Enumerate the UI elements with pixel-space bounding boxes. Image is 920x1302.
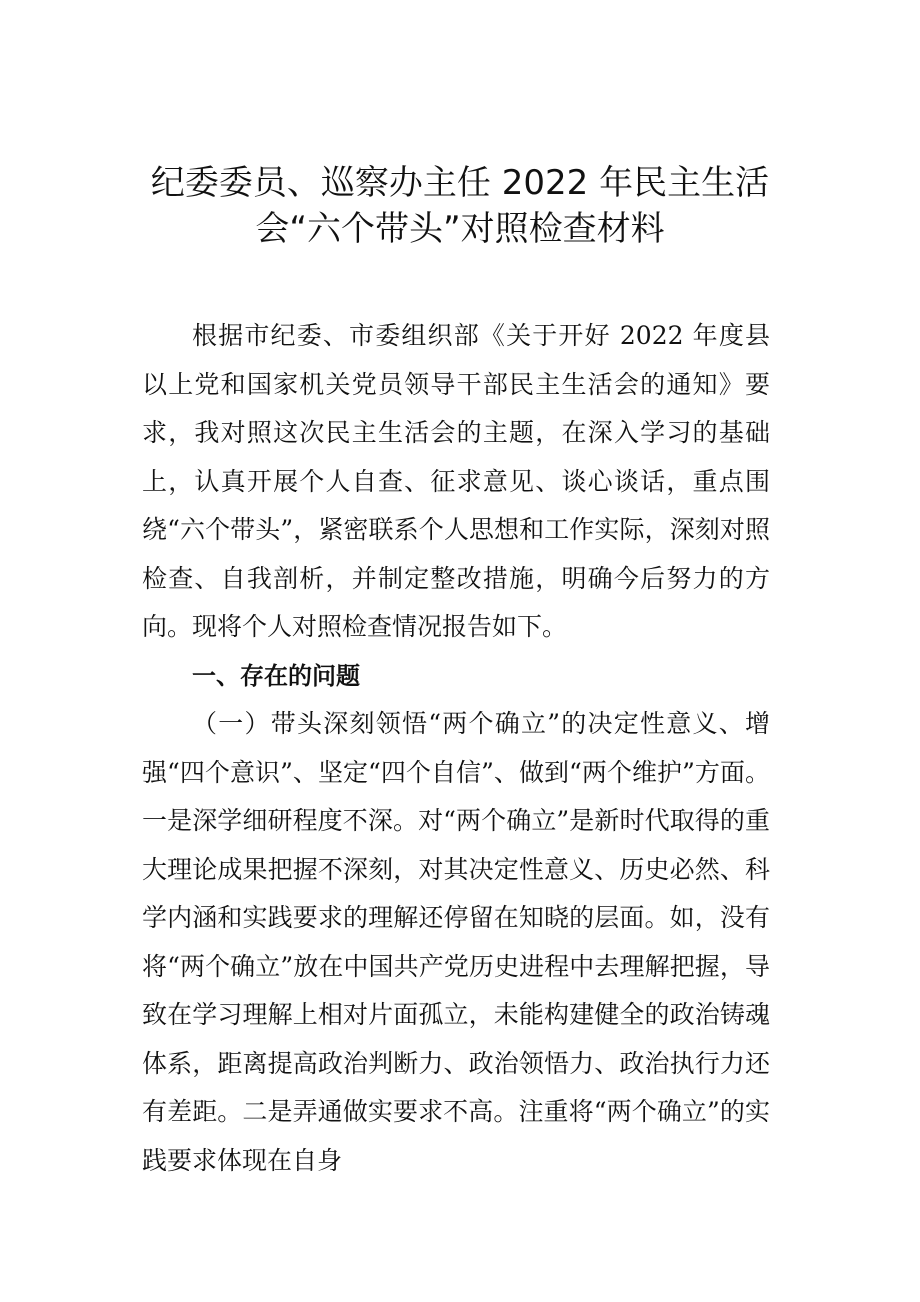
document-body [142, 312, 770, 1185]
title-line-1: 纪委委员、巡察办主任 2022 年民主生活 [150, 163, 770, 203]
issue-paragraph: （一）带头深刻领悟“两个确立”的决定性意义、增强“四个意识”、坚定“四个自信”、做到“两个维护”方面。一是深学细研程度不深。对“两个确立”是新时代取得的重大理论成果把握不深刻，对其决定性意义、历史必然、科学内涵和实践要求的理解还停留在知晓的层面。如，没有将“两个确立”放在中国共产党历史进程中去理解把握，导致在学习理解上相对片面孤立，未能构建健全的政治铸魂体系，距离提高政治判断力、政治领悟力、政治执行力还有差距。二是弄通做实要求不高。注重将“两个确立”的实践要求体现在自身 [142, 709, 770, 1175]
title-line-2: 会“六个带头”对照检查材料 [255, 209, 665, 249]
intro-paragraph: 根据市纪委、市委组织部《关于开好 2022 年度县以上党和国家机关党员领导干部民主生活会的通知》要求，我对照这次民主生活会的主题，在深入学习的基础上，认真开展个人自查、征求意见、谈心谈话，重点围绕“六个带头”，紧密联系个人思想和工作实际，深刻对照检查、自我剖析，并制定整改措施，明确今后努力的方向。现将个人对照检查情况报告如下。 [142, 321, 770, 641]
document-title [120, 160, 800, 252]
section-heading: 一、存在的问题 [192, 661, 360, 690]
